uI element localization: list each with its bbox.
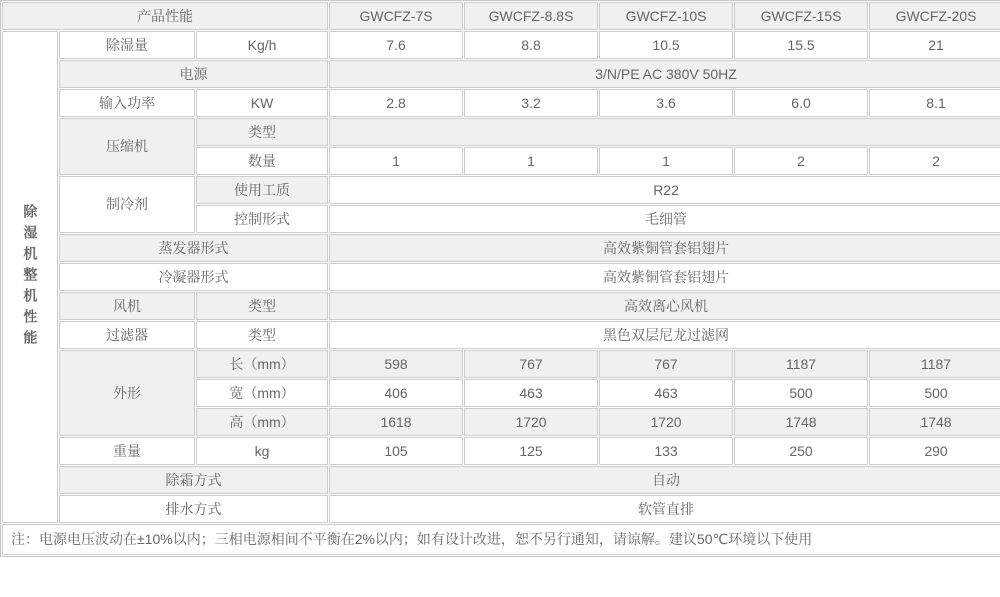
compressor-qty-value-0: 1 — [329, 147, 463, 175]
weight-label: 重量 — [59, 437, 195, 465]
header-row — [2, 2, 1000, 30]
compressor-type-label: 类型 — [196, 118, 328, 146]
evaporator-label: 蒸发器形式 — [59, 234, 328, 262]
model-header-3: GWCFZ-15S — [734, 2, 868, 30]
compressor-label: 压缩机 — [59, 118, 195, 175]
dim-height-value-2: 1720 — [599, 408, 733, 436]
compressor-qty-value-3: 2 — [734, 147, 868, 175]
dehumidify-value-1: 8.8 — [464, 31, 598, 59]
model-header-1: GWCFZ-8.8S — [464, 2, 598, 30]
compressor-qty-value-2: 1 — [599, 147, 733, 175]
compressor-qty-label: 数量 — [196, 147, 328, 175]
drainage-label: 排水方式 — [59, 495, 328, 523]
filter-value: 黑色双层尼龙过滤网 — [329, 321, 1000, 349]
input-power-value-0: 2.8 — [329, 89, 463, 117]
refrigerant-label: 制冷剂 — [59, 176, 195, 233]
dim-width-value-4: 500 — [869, 379, 1000, 407]
input-power-label: 输入功率 — [59, 89, 195, 117]
dim-length-label: 长（mm） — [196, 350, 328, 378]
row-input-power — [2, 89, 1000, 117]
dim-height-value-3: 1748 — [734, 408, 868, 436]
dim-length-value-0: 598 — [329, 350, 463, 378]
input-power-unit: KW — [196, 89, 328, 117]
row-drainage — [2, 495, 1000, 523]
compressor-qty-value-1: 1 — [464, 147, 598, 175]
dim-height-value-0: 1618 — [329, 408, 463, 436]
fan-value: 高效离心风机 — [329, 292, 1000, 320]
dim-height-value-1: 1720 — [464, 408, 598, 436]
dehumidify-value-3: 15.5 — [734, 31, 868, 59]
power-supply-label: 电源 — [59, 60, 328, 88]
row-refrigerant-medium — [2, 176, 1000, 204]
compressor-type-value — [329, 118, 1000, 146]
dim-length-value-1: 767 — [464, 350, 598, 378]
row-compressor-type — [2, 118, 1000, 146]
row-filter — [2, 321, 1000, 349]
dim-height-value-4: 1748 — [869, 408, 1000, 436]
weight-value-0: 105 — [329, 437, 463, 465]
filter-type-label: 类型 — [196, 321, 328, 349]
refrigerant-control-label: 控制形式 — [196, 205, 328, 233]
dehumidify-value-0: 7.6 — [329, 31, 463, 59]
row-dim-length — [2, 350, 1000, 378]
model-header-2: GWCFZ-10S — [599, 2, 733, 30]
dim-width-value-1: 463 — [464, 379, 598, 407]
dim-length-value-3: 1187 — [734, 350, 868, 378]
dim-width-value-0: 406 — [329, 379, 463, 407]
evaporator-value: 高效紫铜管套铝翅片 — [329, 234, 1000, 262]
defrost-label: 除霜方式 — [59, 466, 328, 494]
dim-height-label: 高（mm） — [196, 408, 328, 436]
side-category-label: 除湿机整机性能 — [2, 31, 58, 523]
compressor-qty-value-4: 2 — [869, 147, 1000, 175]
input-power-value-3: 6.0 — [734, 89, 868, 117]
row-fan — [2, 292, 1000, 320]
dim-length-value-4: 1187 — [869, 350, 1000, 378]
dim-width-label: 宽（mm） — [196, 379, 328, 407]
dehumidify-value-4: 21 — [869, 31, 1000, 59]
row-condenser — [2, 263, 1000, 291]
row-note — [2, 524, 1000, 555]
input-power-value-1: 3.2 — [464, 89, 598, 117]
dim-width-value-2: 463 — [599, 379, 733, 407]
footnote-text: 注：电源电压波动在±10%以内；三相电源相间不平衡在2%以内；如有设计改进，恕不另行通知，请谅解。建议50℃环境以下使用 — [2, 524, 1000, 555]
row-evaporator — [2, 234, 1000, 262]
row-defrost — [2, 466, 1000, 494]
filter-label: 过滤器 — [59, 321, 195, 349]
fan-label: 风机 — [59, 292, 195, 320]
weight-value-4: 290 — [869, 437, 1000, 465]
refrigerant-control-value: 毛细管 — [329, 205, 1000, 233]
input-power-value-4: 8.1 — [869, 89, 1000, 117]
weight-unit: kg — [196, 437, 328, 465]
weight-value-2: 133 — [599, 437, 733, 465]
weight-value-1: 125 — [464, 437, 598, 465]
dim-width-value-3: 500 — [734, 379, 868, 407]
model-header-4: GWCFZ-20S — [869, 2, 1000, 30]
dim-length-value-2: 767 — [599, 350, 733, 378]
defrost-value: 自动 — [329, 466, 1000, 494]
dimensions-label: 外形 — [59, 350, 195, 436]
condenser-value: 高效紫铜管套铝翅片 — [329, 263, 1000, 291]
row-weight — [2, 437, 1000, 465]
dehumidify-label: 除湿量 — [59, 31, 195, 59]
dehumidify-value-2: 10.5 — [599, 31, 733, 59]
fan-type-label: 类型 — [196, 292, 328, 320]
drainage-value: 软管直排 — [329, 495, 1000, 523]
row-power-supply — [2, 60, 1000, 88]
row-dehumidify — [2, 31, 1000, 59]
condenser-label: 冷凝器形式 — [59, 263, 328, 291]
model-header-0: GWCFZ-7S — [329, 2, 463, 30]
power-supply-value: 3/N/PE AC 380V 50HZ — [329, 60, 1000, 88]
weight-value-3: 250 — [734, 437, 868, 465]
input-power-value-2: 3.6 — [599, 89, 733, 117]
refrigerant-medium-label: 使用工质 — [196, 176, 328, 204]
refrigerant-medium-value: R22 — [329, 176, 1000, 204]
dehumidify-unit: Kg/h — [196, 31, 328, 59]
table-title: 产品性能 — [2, 2, 328, 30]
